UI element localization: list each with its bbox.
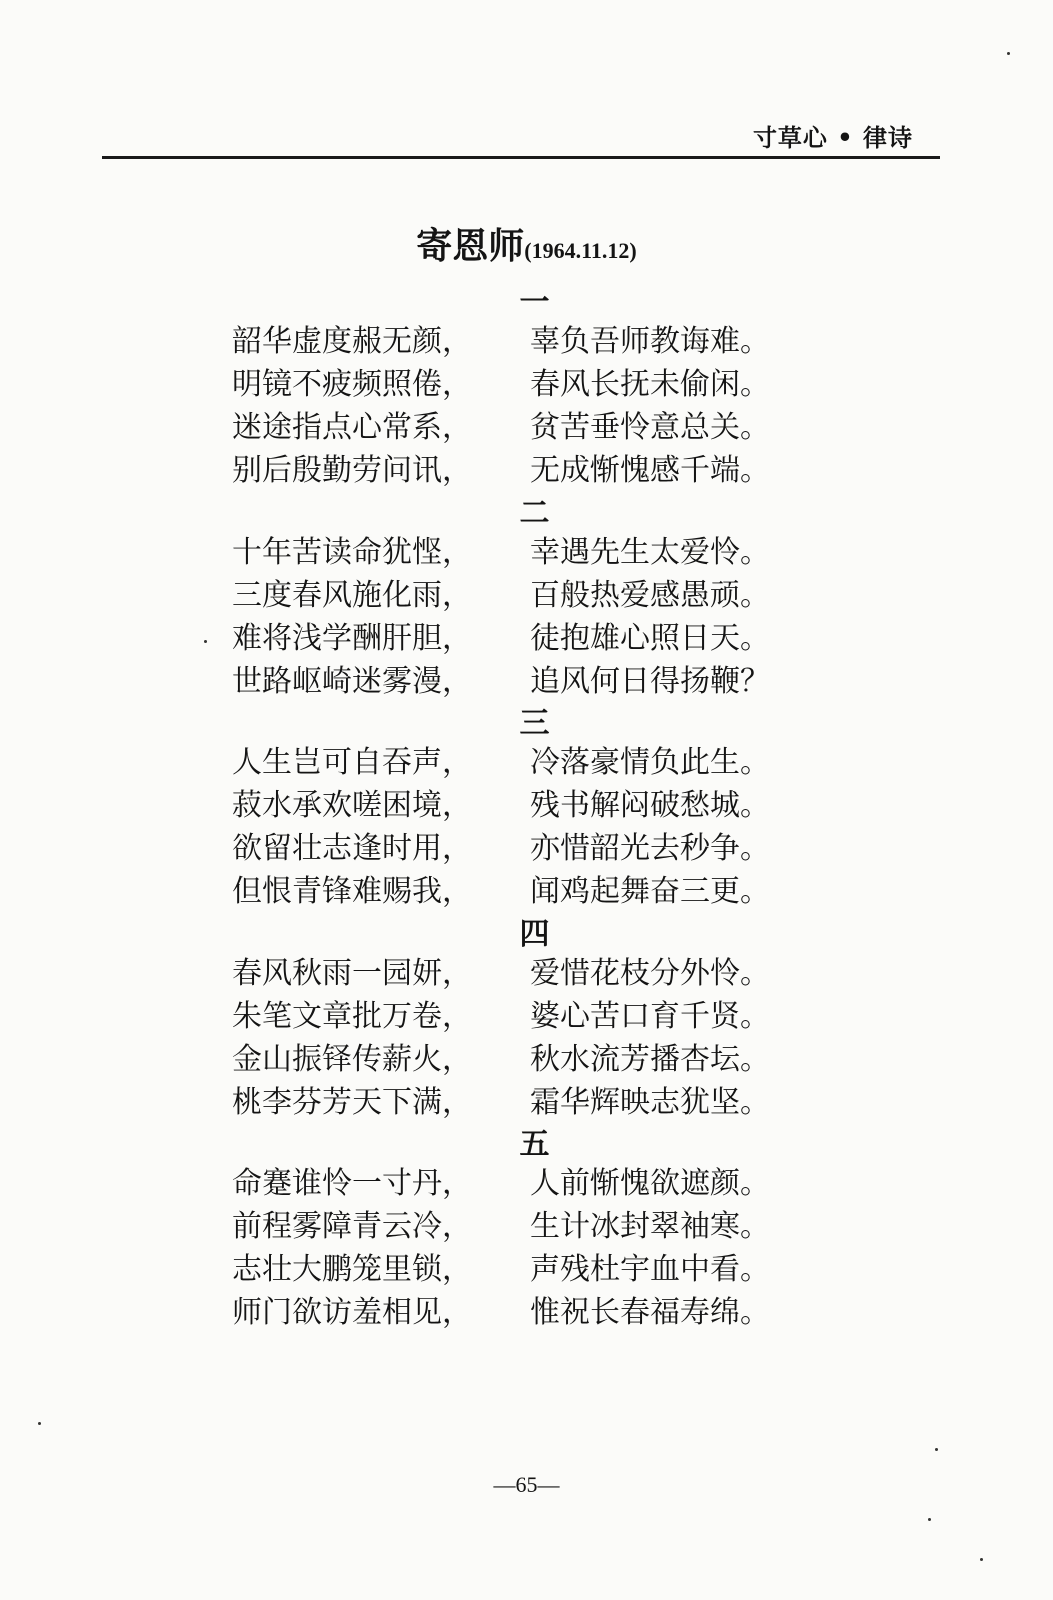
second-line: 秋水流芳播杏坛。 bbox=[530, 1042, 770, 1077]
second-line: 无成惭愧感千端。 bbox=[530, 453, 770, 488]
poem-section-4 bbox=[0, 918, 1053, 1124]
poem-couplet bbox=[0, 1248, 1053, 1291]
poem-couplet bbox=[0, 827, 1053, 870]
poem-section-3 bbox=[0, 707, 1053, 913]
first-line: 志壮大鹏笼里锁， bbox=[232, 1252, 472, 1287]
first-line: 十年苦读命犹悭， bbox=[232, 535, 472, 570]
poem-couplet bbox=[0, 1291, 1053, 1334]
section-number: 一 bbox=[519, 285, 550, 320]
first-line: 金山振铎传薪火， bbox=[232, 1042, 472, 1077]
first-line: 别后殷勤劳问讯， bbox=[232, 453, 472, 488]
second-line: 婆心苦口育千贤。 bbox=[530, 999, 770, 1034]
second-line: 幸遇先生太爱怜。 bbox=[530, 535, 770, 570]
first-line: 欲留壮志逢时用， bbox=[232, 831, 472, 866]
second-line: 爱惜花枝分外怜。 bbox=[530, 956, 770, 991]
second-line: 声残杜宇血中看。 bbox=[530, 1252, 770, 1287]
second-line: 闻鸡起舞奋三更。 bbox=[530, 874, 770, 909]
section-number: 四 bbox=[519, 917, 550, 952]
poem-couplet bbox=[0, 1081, 1053, 1124]
scan-speck bbox=[38, 1422, 41, 1425]
section-number: 三 bbox=[519, 706, 550, 741]
scan-speck bbox=[204, 640, 207, 643]
poem-couplet bbox=[0, 449, 1053, 492]
poem-couplet bbox=[0, 406, 1053, 449]
first-line: 迷途指点心常系， bbox=[232, 410, 472, 445]
first-line: 命蹇谁怜一寸丹， bbox=[232, 1166, 472, 1201]
first-line: 菽水承欢嗟困境， bbox=[232, 788, 472, 823]
section-number: 五 bbox=[519, 1127, 550, 1162]
second-line: 惟祝长春福寿绵。 bbox=[530, 1295, 770, 1330]
poem-date: (1964.11.12) bbox=[524, 238, 637, 263]
poem-section-2 bbox=[0, 497, 1053, 703]
poem-couplet bbox=[0, 660, 1053, 703]
poem-couplet bbox=[0, 1162, 1053, 1205]
poem-couplet bbox=[0, 574, 1053, 617]
header-rule bbox=[102, 156, 940, 159]
second-line: 追风何日得扬鞭？ bbox=[530, 664, 770, 699]
first-line: 难将浅学酬肝胆， bbox=[232, 621, 472, 656]
poem-couplet bbox=[0, 995, 1053, 1038]
second-line: 冷落豪情负此生。 bbox=[530, 745, 770, 780]
second-line: 霜华辉映志犹坚。 bbox=[530, 1085, 770, 1120]
scan-speck bbox=[935, 1448, 938, 1451]
page-number: —65— bbox=[493, 1472, 560, 1497]
second-line: 残书解闷破愁城。 bbox=[530, 788, 770, 823]
poem-couplet bbox=[0, 1038, 1053, 1081]
section-number: 二 bbox=[519, 496, 550, 531]
second-line: 贫苦垂怜意总关。 bbox=[530, 410, 770, 445]
first-line: 但恨青锋难赐我， bbox=[232, 874, 472, 909]
second-line: 人前惭愧欲遮颜。 bbox=[530, 1166, 770, 1201]
poem-couplet bbox=[0, 1205, 1053, 1248]
first-line: 世路岖崎迷雾漫， bbox=[232, 664, 472, 699]
poem-couplet bbox=[0, 741, 1053, 784]
poem-couplet bbox=[0, 870, 1053, 913]
poem-couplet bbox=[0, 617, 1053, 660]
poem-couplet bbox=[0, 784, 1053, 827]
second-line: 春风长抚未偷闲。 bbox=[530, 367, 770, 402]
scan-speck bbox=[980, 1558, 983, 1561]
first-line: 明镜不疲频照倦， bbox=[232, 367, 472, 402]
first-line: 桃李芬芳天下满， bbox=[232, 1085, 472, 1120]
second-line: 徒抱雄心照日天。 bbox=[530, 621, 770, 656]
second-line: 亦惜韶光去秒争。 bbox=[530, 831, 770, 866]
poem-couplet bbox=[0, 320, 1053, 363]
first-line: 春风秋雨一园妍， bbox=[232, 956, 472, 991]
poem-title-block bbox=[0, 218, 1053, 269]
scan-speck bbox=[1007, 52, 1010, 55]
first-line: 三度春风施化雨， bbox=[232, 578, 472, 613]
first-line: 韶华虚度赧无颜， bbox=[232, 324, 472, 359]
second-line: 生计冰封翠袖寒。 bbox=[530, 1209, 770, 1244]
poem-section-5 bbox=[0, 1128, 1053, 1334]
poem-couplet bbox=[0, 531, 1053, 574]
first-line: 朱笔文章批万卷， bbox=[232, 999, 472, 1034]
first-line: 人生岂可自吞声， bbox=[232, 745, 472, 780]
first-line: 师门欲访羞相见， bbox=[232, 1295, 472, 1330]
poem-couplet bbox=[0, 952, 1053, 995]
second-line: 辜负吾师教诲难。 bbox=[530, 324, 770, 359]
running-header: 寸草心 • 律诗 bbox=[752, 123, 913, 152]
first-line: 前程雾障青云冷， bbox=[232, 1209, 472, 1244]
poem-couplet bbox=[0, 363, 1053, 406]
poem-title: 寄恩师 bbox=[416, 225, 525, 267]
poem-section-1 bbox=[0, 286, 1053, 492]
scan-speck bbox=[928, 1518, 931, 1521]
second-line: 百般热爱感愚顽。 bbox=[530, 578, 770, 613]
